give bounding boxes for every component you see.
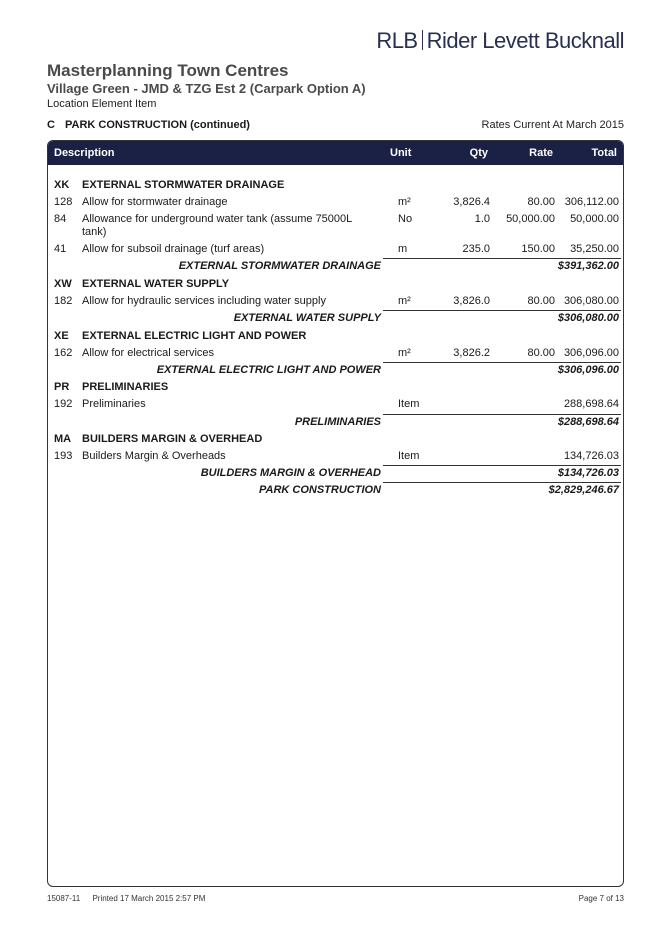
group-code: XK [54, 179, 70, 191]
rlb-logo [376, 28, 624, 54]
col-unit: Unit [390, 147, 412, 159]
item-description: Allow for hydraulic services including water supply [82, 295, 326, 307]
item-description: Allow for electrical services [82, 347, 215, 359]
subtotal-label: EXTERNAL ELECTRIC LIGHT AND POWER [156, 364, 381, 376]
item-description: Allow for subsoil drainage (turf areas) [82, 243, 265, 255]
subtotal-value: $288,698.64 [557, 416, 619, 428]
subtotal-rule [383, 310, 621, 311]
item-code: 192 [54, 398, 73, 410]
group-name: EXTERNAL ELECTRIC LIGHT AND POWER [82, 330, 307, 342]
subtotal-rule [383, 465, 621, 466]
col-rate: Rate [529, 147, 553, 159]
item-description: Preliminaries [82, 398, 146, 410]
group-code: XW [54, 278, 72, 290]
item-qty: 235.0 [462, 243, 490, 255]
item-total: 306,096.00 [563, 347, 619, 359]
group-name: EXTERNAL WATER SUPPLY [82, 278, 230, 290]
section-code: C [47, 119, 55, 131]
item-unit: m [398, 243, 408, 255]
item-rate: 80.00 [527, 196, 555, 208]
document-title: Masterplanning Town Centres [47, 61, 289, 80]
location-line: Location Element Item [47, 98, 157, 110]
group-name: EXTERNAL STORMWATER DRAINAGE [82, 179, 285, 191]
item-rate: 80.00 [527, 295, 555, 307]
group-code: PR [54, 381, 70, 393]
page-number: Page 7 of 13 [578, 894, 624, 903]
logo-divider [422, 30, 423, 50]
subtotal-label: BUILDERS MARGIN & OVERHEAD [200, 467, 381, 479]
item-unit: Item [398, 450, 420, 462]
grand-total-rule [383, 482, 621, 483]
item-code: 182 [54, 295, 73, 307]
item-code: 162 [54, 347, 73, 359]
item-code: 41 [54, 243, 67, 255]
group-name: PRELIMINARIES [82, 381, 169, 393]
group-name: BUILDERS MARGIN & OVERHEAD [82, 433, 263, 445]
item-description: Allowance for underground water tank (assume 75000L tank) [82, 213, 352, 238]
logo-abbr: RLB [376, 28, 418, 53]
group-code: XE [54, 330, 69, 342]
item-code: 193 [54, 450, 73, 462]
item-unit: No [398, 213, 413, 225]
rates-current: Rates Current At March 2015 [481, 119, 624, 131]
cost-table [47, 140, 624, 887]
col-qty: Qty [469, 147, 488, 159]
item-rate: 80.00 [527, 347, 555, 359]
item-total: 35,250.00 [570, 243, 619, 255]
subtotal-value: $134,726.03 [557, 467, 619, 479]
item-qty: 3,826.2 [453, 347, 490, 359]
item-qty: 1.0 [474, 213, 490, 225]
subtotal-value: $306,096.00 [557, 364, 619, 376]
item-code: 84 [54, 213, 67, 225]
item-total: 288,698.64 [563, 398, 619, 410]
subtotal-label: EXTERNAL WATER SUPPLY [233, 312, 381, 324]
item-description: Allow for stormwater drainage [82, 196, 228, 208]
subtotal-value: $306,080.00 [557, 312, 619, 324]
table-header [48, 141, 623, 165]
item-qty: 3,826.0 [453, 295, 490, 307]
item-unit: m² [398, 295, 411, 307]
item-unit: Item [398, 398, 420, 410]
item-total: 306,080.00 [563, 295, 619, 307]
grand-total-label: PARK CONSTRUCTION [258, 484, 381, 496]
item-rate: 50,000.00 [506, 213, 555, 225]
subtotal-label: PRELIMINARIES [294, 416, 381, 428]
subtotal-rule [383, 258, 621, 259]
document-subtitle: Village Green - JMD & TZG Est 2 (Carpark Option A) [47, 81, 366, 96]
item-qty: 3,826.4 [453, 196, 490, 208]
item-code: 128 [54, 196, 73, 208]
item-unit: m² [398, 347, 411, 359]
item-unit: m² [398, 196, 411, 208]
subtotal-rule [383, 362, 621, 363]
item-rate: 150.00 [521, 243, 555, 255]
subtotal-value: $391,362.00 [557, 260, 619, 272]
subtotal-rule [383, 414, 621, 415]
col-description: Description [54, 147, 115, 159]
item-total: 306,112.00 [564, 196, 619, 208]
item-total: 134,726.03 [563, 450, 619, 462]
item-description: Builders Margin & Overheads [82, 450, 226, 462]
footer-left [47, 894, 215, 903]
item-total: 50,000.00 [570, 213, 619, 225]
col-total: Total [591, 147, 617, 159]
grand-total-value: $2,829,246.67 [548, 484, 619, 496]
group-code: MA [54, 433, 72, 445]
subtotal-label: EXTERNAL STORMWATER DRAINAGE [178, 260, 381, 272]
job-number: 15087-11 [47, 894, 81, 903]
printed-date: Printed 17 March 2015 2:57 PM [92, 894, 206, 903]
logo-name: Rider Levett Bucknall [426, 28, 624, 53]
section-name: PARK CONSTRUCTION (continued) [65, 119, 250, 131]
